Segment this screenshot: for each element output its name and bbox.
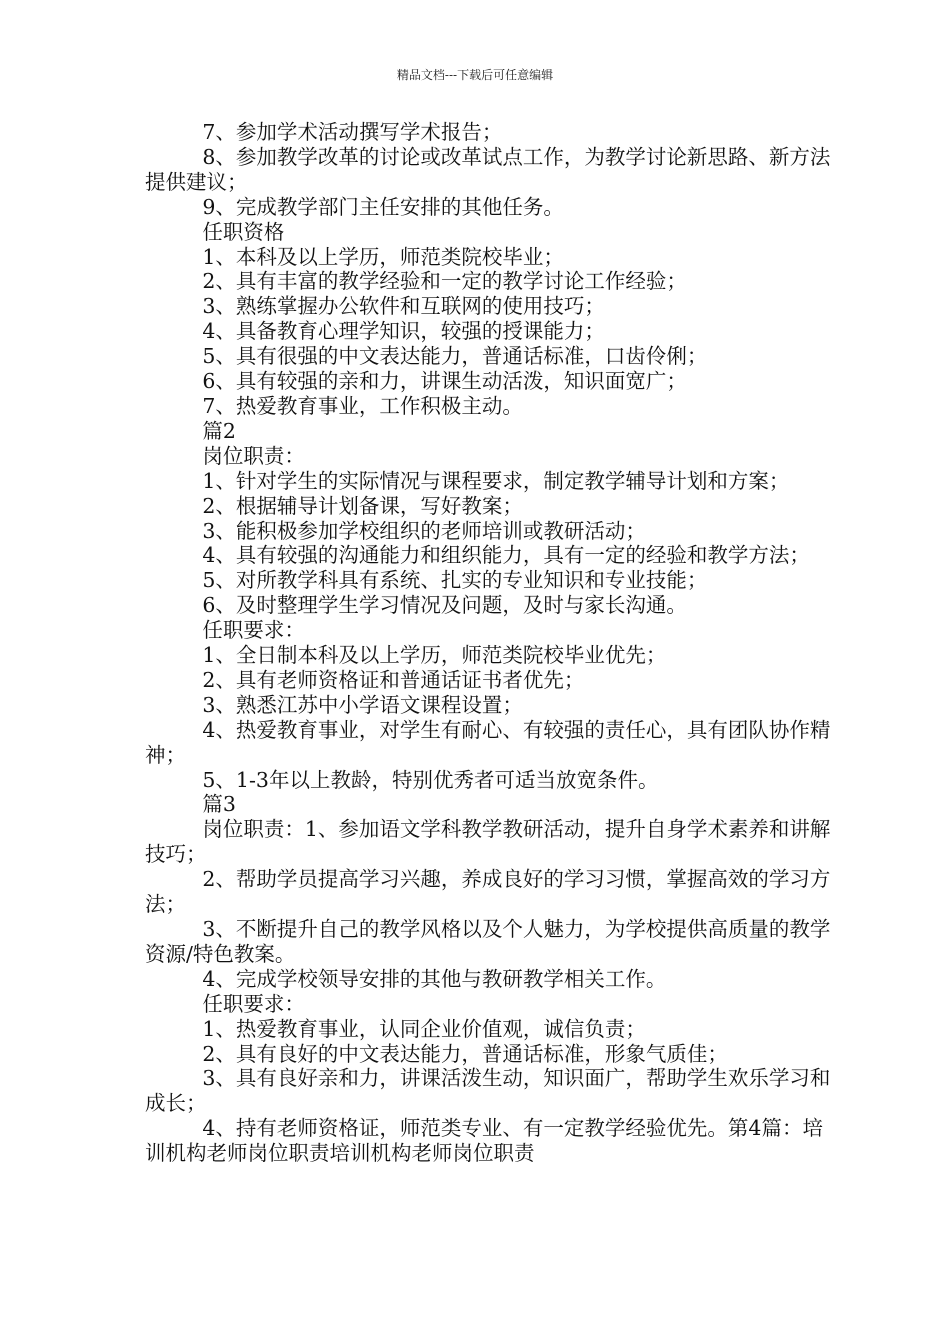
- paragraph: 2、具有丰富的教学经验和一定的教学讨论工作经验；: [202, 269, 687, 294]
- page-header: 精品文档---下载后可任意编辑: [396, 68, 554, 82]
- paragraph: 篇3: [202, 792, 236, 817]
- paragraph: 1、热爱教育事业，认同企业价值观，诚信负责；: [202, 1016, 646, 1041]
- paragraph: 任职要求：: [202, 618, 305, 643]
- paragraph: 5、1-3年以上教龄，特别优秀者可适当放宽条件。: [202, 767, 659, 792]
- paragraph: 2、根据辅导计划备课，写好教案；: [202, 493, 523, 518]
- paragraph: 3、具有良好亲和力，讲课活泼生动，知识面广，帮助学生欢乐学习和成长；: [145, 1066, 831, 1116]
- paragraph: 篇2: [202, 418, 236, 443]
- paragraph: 2、具有良好的中文表达能力，普通话标准，形象气质佳；: [202, 1041, 728, 1066]
- paragraph: 4、持有老师资格证，师范类专业、有一定教学经验优先。第4篇：培训机构老师岗位职责培训机构老师岗位职责: [145, 1116, 823, 1166]
- paragraph: 2、帮助学员提高学习兴趣，养成良好的学习习惯，掌握高效的学习方法；: [145, 867, 831, 917]
- paragraph: 8、参加教学改革的讨论或改革试点工作，为教学讨论新思路、新方法提供建议；: [145, 144, 831, 194]
- paragraph: 3、能积极参加学校组织的老师培训或教研活动；: [202, 518, 646, 543]
- paragraph: 5、对所教学科具有系统、扎实的专业知识和专业技能；: [202, 568, 708, 593]
- paragraph: 1、全日制本科及以上学历，师范类院校毕业优先；: [202, 643, 667, 668]
- paragraph: 7、参加学术活动撰写学术报告；: [202, 120, 503, 144]
- paragraph: 2、具有老师资格证和普通话证书者优先；: [202, 667, 585, 692]
- paragraph: 4、具有较强的沟通能力和组织能力，具有一定的经验和教学方法；: [202, 543, 810, 568]
- document-body: [145, 120, 835, 1166]
- paragraph: 7、热爱教育事业，工作积极主动。: [202, 393, 523, 418]
- paragraph: 任职资格: [202, 219, 285, 244]
- paragraph: 1、本科及以上学历，师范类院校毕业；: [202, 244, 564, 269]
- paragraph: 任职要求：: [202, 991, 305, 1016]
- paragraph: 3、熟悉江苏中小学语文课程设置；: [202, 692, 523, 717]
- paragraph: 4、热爱教育事业，对学生有耐心、有较强的责任心，具有团队协作精神；: [145, 717, 831, 767]
- paragraph: 9、完成教学部门主任安排的其他任务。: [202, 194, 564, 219]
- paragraph: 1、针对学生的实际情况与课程要求，制定教学辅导计划和方案；: [202, 468, 790, 493]
- paragraph: 3、不断提升自己的教学风格以及个人魅力，为学校提供高质量的教学资源/特色教案。: [145, 917, 831, 966]
- paragraph: 5、具有很强的中文表达能力，普通话标准，口齿伶俐；: [202, 344, 708, 369]
- paragraph: 岗位职责：: [202, 443, 305, 468]
- paragraph: 岗位职责：1、参加语文学科教学教研活动，提升自身学术素养和讲解技巧；: [145, 817, 831, 867]
- paragraph: 6、具有较强的亲和力，讲课生动活泼，知识面宽广；: [202, 369, 687, 394]
- paragraph: 4、完成学校领导安排的其他与教研教学相关工作。: [202, 966, 667, 991]
- paragraph: 6、及时整理学生学习情况及问题，及时与家长沟通。: [202, 593, 687, 618]
- paragraph: 4、具备教育心理学知识，较强的授课能力；: [202, 319, 605, 344]
- paragraph: 3、熟练掌握办公软件和互联网的使用技巧；: [202, 294, 605, 319]
